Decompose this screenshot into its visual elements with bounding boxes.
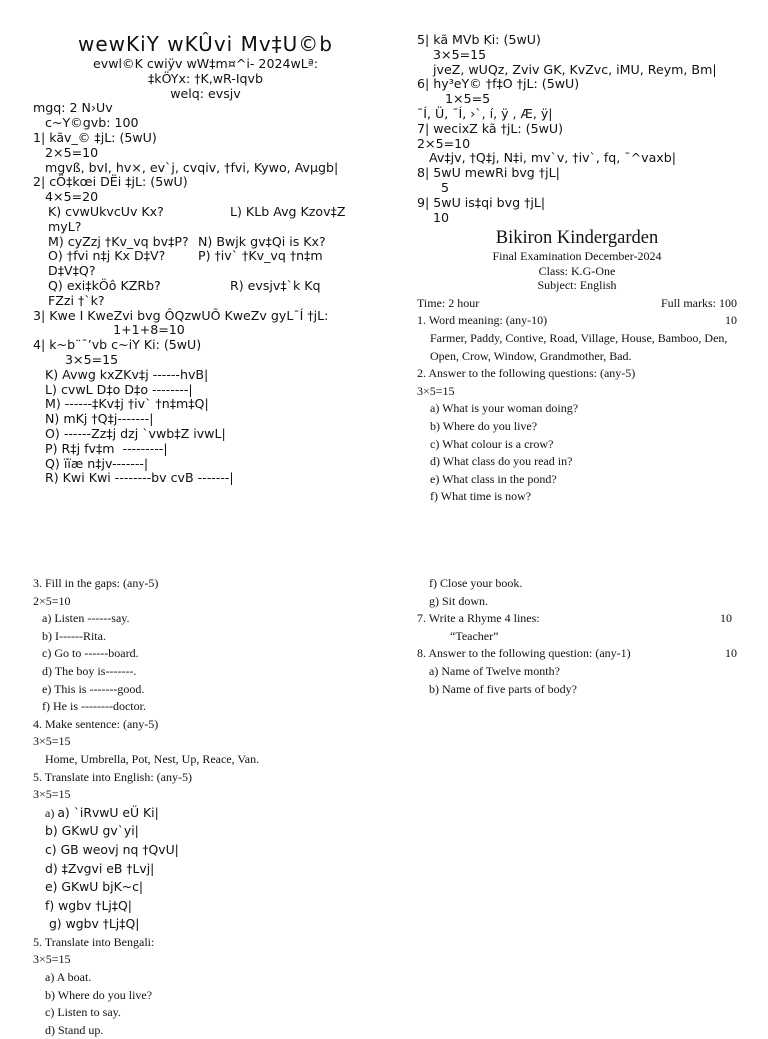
question-marks: 10 [725,646,737,661]
option-g: Q) exi‡kÖô KZRb? [48,277,161,293]
q6-items-continued [417,575,737,610]
text-line: mgq: 2 N›Uv [33,100,113,116]
list-item: c) What colour is a crow? [430,436,554,451]
text-line: Av‡jv, †Q‡j, N‡i, mv`v, †iv`, fq, ¯^vaxb| [417,150,677,166]
question-marks: 3×5=15 [417,383,455,398]
q2-options [33,205,378,309]
bn-lines-1 [33,101,378,205]
list-item: g) Sit down. [429,593,489,608]
text-line: 4×5=20 [33,189,99,205]
option-a: K) cvwUkvcUv Kx? [48,203,164,219]
word-list: Farmer, Paddy, Contive, Road, Village, House, Bamboo, Den, Open, Crow, Window, Grandmother, Bad. [430,330,728,363]
time-marks-row [417,295,737,313]
text-line: 5| kã MVb Ki: (5wU) [417,32,541,47]
option-cont: myL? [48,218,82,234]
option-row [48,220,378,235]
text-line: 6| hy³eY© †f‡O †jL: (5wU) [417,76,580,92]
question-marks: 3×5=15 [33,787,71,802]
text-line: 5 [417,179,450,195]
text-line: jveZ, wUQz, Zviv GK, KvZvc, iMU, Reym, Bm| [417,61,717,77]
list-item: c) Go to ------board. [42,646,139,661]
english-exam-part3 [417,575,737,698]
bengali-text: g) wgbv †Lj‡Q| [45,916,140,932]
question-marks: 10 [720,611,732,626]
bn-lines-2 [33,309,378,487]
option-row [48,249,378,264]
text-line: 4| k~b¨¯’vb c~iY Ki: (5wU) [33,337,202,353]
option-d: N) Bwjk gv‡Qi is Kx? [198,233,326,249]
option-b: L) KLb Avg Kzov‡Z [230,203,346,219]
bengali-text: a) `iRvwU eÜ Ki| [57,804,159,820]
text-line: 1+1+8=10 [33,322,185,338]
list-item: a) Listen ------say. [42,611,130,626]
question-7 [417,610,737,628]
list-item: e) This is -------good. [42,681,145,696]
text-line: 7| wecixZ kã †jL: (5wU) [417,120,564,136]
list-item: c) Listen to say. [45,1005,121,1020]
list-item: b) Name of five parts of body? [429,681,577,696]
list-item: d) The boy is-------. [42,663,137,678]
q8-items [417,663,737,698]
option-e: O) †fvi n‡j Kx D‡V? [48,248,166,264]
option-row [48,264,378,279]
bengali-text: b) GKwU gv`yi| [45,823,139,839]
list-item: f) What time is now? [430,489,532,504]
question-8 [417,645,737,663]
list-item: f) Close your book. [429,576,523,590]
list-item [45,897,363,916]
text-line: 3×5=15 [417,46,487,62]
question-marks: 2×5=10 [33,593,71,608]
option-c: M) cyZzj †Kv_vq bv‡P? [48,233,189,249]
list-item [45,860,363,879]
subject-label: Subject: English [537,278,617,293]
text-line: M) ------‡Kv‡j †iv` †n‡m‡Q| [33,396,209,412]
english-exam-part2 [33,575,363,1039]
text-line: L) cvwL D‡o D‡o --------| [33,381,193,397]
option-row [48,294,378,309]
text-line: 8| 5wU mewRi bvg †jL| [417,165,560,181]
list-item: f) He is --------doctor. [42,699,146,714]
list-item: b) Where do you live? [45,987,153,1002]
text-line: mgvß, bvI, hv×, ev`j, cvqiv, †fvi, Kywo, Avµgb| [33,159,339,175]
list-item [45,822,363,841]
list-item: d) Stand up. [45,1022,104,1037]
question-text: 8. Answer to the following question: (any-1) [417,646,631,661]
text-line: c~Y©gvb: 100 [33,115,139,131]
option-row [48,279,378,294]
list-item: b) I------Rita. [42,628,106,643]
text-line: 2×5=10 [33,144,99,160]
question-text: 1. Word meaning: (any-10) [417,313,548,328]
text-line: 3×5=15 [33,351,119,367]
text-line: 2×5=10 [417,135,471,151]
list-item: a) a) `iRvwU eÜ Ki| [45,804,159,820]
text-line: 10 [417,209,450,225]
q5-items [33,804,363,934]
question-2: 2. Answer to the following questions: (any-5) [417,366,636,381]
text-line: ¯Í, Ü, ¯Í, ›`, í, ÿ , Æ, ÿ| [417,105,553,121]
question-6: 5. Translate into Bengali: [33,934,155,949]
list-item: a) A boat. [45,970,92,985]
english-exam-section [417,228,737,506]
question-text: 7. Write a Rhyme 4 lines: [417,611,540,626]
question-5: 5. Translate into English: (any-5) [33,769,192,784]
list-item: a) What is your woman doing? [430,401,579,416]
question-marks: 10 [725,313,737,328]
list-item [45,878,363,897]
question-marks: 3×5=15 [33,952,71,967]
school-title: Bikiron Kindergarden [495,228,659,248]
option-f: P) †iv` †Kv_vq †n‡m [198,248,323,264]
text-line: P) R‡j fv‡m ---------| [33,440,168,456]
list-item: e) What class in the pond? [430,471,557,486]
text-line: K) Avwg kxZKv‡j ------hvB| [33,366,209,382]
option-row [48,205,378,220]
word-list: Home, Umbrella, Pot, Nest, Up, Reace, Van. [45,751,260,766]
subject-label: welq: evsjv [170,85,241,101]
class-label: ‡kÖYx: †K,wR-Iqvb [147,70,263,86]
text-line: Q) ïïæ n‡jv-------| [33,455,149,471]
school-title-bengali: wewKiY wKÛvi Mv‡U©b [77,32,333,56]
list-item: d) What class do you read in? [430,454,573,469]
text-line: O) ------Zz‡j dzj `vwb‡Z ivwL| [33,425,226,441]
exam-title: Final Examination December-2024 [492,249,662,263]
question-3: 3. Fill in the gaps: (any-5) [33,576,159,590]
q6-items [33,969,363,1039]
text-line: 2| cÖ‡kœi DËi ‡jL: (5wU) [33,174,188,190]
bengali-text: f) wgbv †Lj‡Q| [45,897,132,913]
list-item: b) Where do you live? [430,418,538,433]
bengali-exam-section [33,32,378,486]
bengali-exam-continued [417,33,747,225]
question-marks: 3×5=15 [33,734,71,749]
text-line: N) mKj †Q‡j-------| [33,411,154,427]
question-1 [417,312,737,330]
list-item [45,915,363,934]
text-line: 1×5=5 [417,91,491,107]
text-line: 1| kãv_© ‡jL: (5wU) [33,129,157,145]
class-label: Class: K.G-One [538,263,616,278]
option-h: R) evsjv‡`k Kq [230,277,321,293]
exam-subtitle: evwl©K cwiÿv wW‡m¤^i- 2024wLª: [93,56,318,71]
text-line: 3| Kwe I KweZvi bvg ÔQzwUÕ KweZv gyL¯Í †jL: [33,307,329,323]
q3-items [33,610,363,716]
text-line: 9| 5wU is‡qi bvg †jL| [417,194,546,210]
bengali-text: e) GKwU bjK~c| [45,879,144,895]
text-line: R) Kwi Kwi --------bv cvB -------| [33,470,234,486]
full-marks-label: Full marks: 100 [660,295,737,310]
rhyme-title: “Teacher” [450,628,499,643]
bengali-text: c) GB weovj nq †QvU| [45,841,179,857]
question-4: 4. Make sentence: (any-5) [33,716,159,731]
list-item: a) Name of Twelve month? [429,663,560,678]
list-item [45,841,363,860]
option-row [48,235,378,250]
option-cont: D‡V‡Q? [48,263,96,279]
option-cont: FZzi †`k? [48,292,105,308]
time-label: Time: 2 hour [417,295,480,310]
bengali-text: d) ‡Zvgvi eB †Lvj| [45,860,155,876]
q2-items [417,400,737,506]
